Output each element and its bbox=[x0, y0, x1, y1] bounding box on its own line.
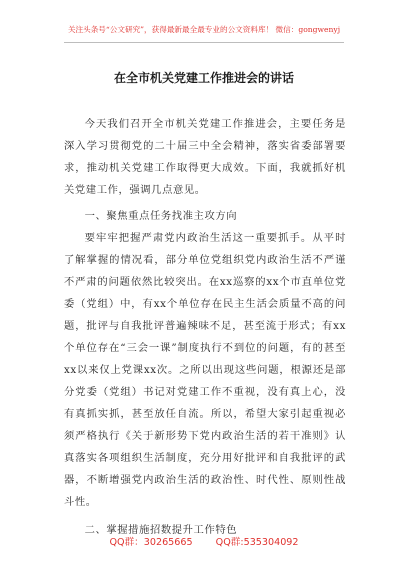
footer-qq-groups bbox=[0, 534, 408, 548]
paragraph-intro: 今天我们召开全市机关党建工作推进会，主要任务是深入学习贯彻党的二十届三中全会精神，落实省委部署要求，推动机关党建工作取得更大成效。下面，我就抓好机关党建工作，强调几点意见。 bbox=[64, 118, 346, 196]
footer-qq-group-1: QQ群：30265665 bbox=[109, 537, 193, 548]
section-heading-2: 二、掌握措施招数提升工作特色 bbox=[84, 524, 238, 536]
header-notice: 关注头条号“公文研究”，获得最新最全最专业的公文资料库！ 微信：gongwenyj bbox=[67, 25, 341, 34]
document-body bbox=[64, 113, 346, 541]
paragraph-section-1: 要牢牢把握严肃党内政治生活这一重要抓手。从平时了解掌握的情况看，部分单位党组织党内政治生活不严谨不严肃的问题依然比较突出。在xx巡察的xx个市直单位党委（党组）中，有xx个单位存在民主生活会质量不高的问题，批评与自我批评普遍辣味不足，甚至流于形式；有xx个单位存在“三会一课”制度执行不到位的问题，有的甚至xx以来仅上党课xx次。之所以出现这些问题，根源还是部分党委（党组）书记对党建工作不重视，没有真上心，没有真抓实抓，甚至放任自流。所以，希望大家引起重视必须严格执行《关于新形势下党内政治生活的若干准则》认真落实各项组织生活制度，充分用好批评和自我批评的武器，不断增强党内政治生活的政治性、时代性、原则性战斗性。 bbox=[64, 232, 346, 508]
footer-qq-group-2: QQ群:535304092 bbox=[215, 537, 299, 548]
section-heading-1: 一、聚焦重点任务找准主攻方向 bbox=[84, 210, 238, 222]
header-divider bbox=[64, 42, 344, 43]
document-title: 在全市机关党建工作推进会的讲话 bbox=[113, 71, 294, 85]
